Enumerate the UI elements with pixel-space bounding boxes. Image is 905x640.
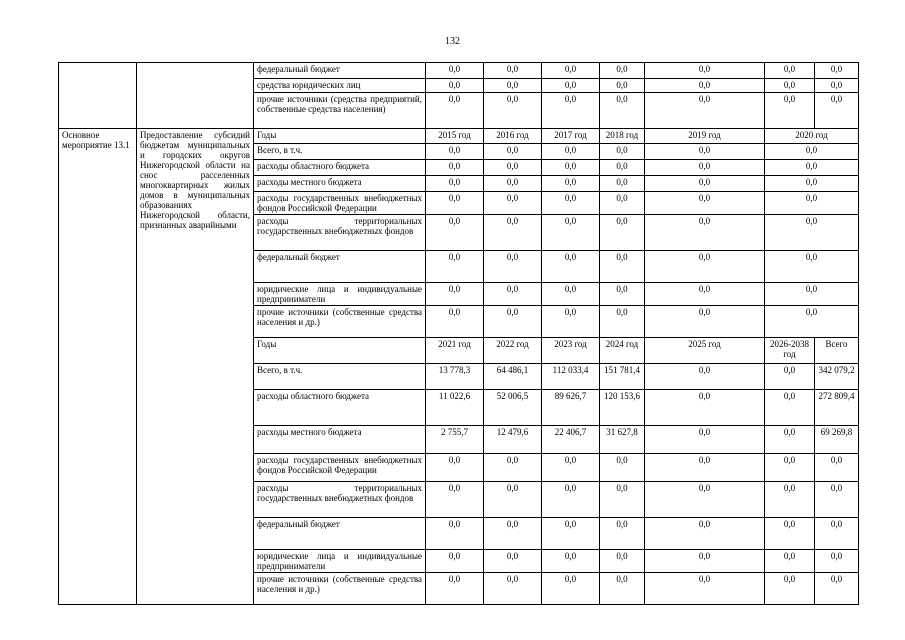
value-cell: 0,0 <box>426 215 484 251</box>
value-cell: 0,0 <box>645 518 765 550</box>
value-cell: 0,0 <box>765 390 815 426</box>
value-cell: 0,0 <box>484 518 542 550</box>
value-cell: 0,0 <box>542 93 600 129</box>
value-cell: 0,0 <box>765 93 815 129</box>
value-cell: 0,0 <box>815 454 859 482</box>
value-cell: 0,0 <box>765 518 815 550</box>
year-header: 2019 год <box>645 129 765 144</box>
activity-code: Основное мероприятие 13.1 <box>59 129 137 605</box>
value-cell: 0,0 <box>484 79 542 93</box>
value-cell: 112 033,4 <box>542 364 600 390</box>
year-header: 2018 год <box>600 129 645 144</box>
years-header-label: Годы <box>254 338 426 364</box>
value-cell: 0,0 <box>600 79 645 93</box>
value-cell: 0,0 <box>815 482 859 518</box>
value-cell: 0,0 <box>426 93 484 129</box>
value-cell: 0,0 <box>645 364 765 390</box>
value-cell: 0,0 <box>426 518 484 550</box>
row-label: юридические лица и индивидуальные предприниматели <box>254 550 426 573</box>
value-cell: 0,0 <box>426 144 484 160</box>
value-cell: 0,0 <box>426 550 484 573</box>
value-cell: 0,0 <box>765 426 815 454</box>
value-cell: 0,0 <box>645 390 765 426</box>
value-cell: 0,0 <box>542 79 600 93</box>
value-cell: 0,0 <box>484 283 542 306</box>
value-cell: 0,0 <box>645 93 765 129</box>
value-cell: 0,0 <box>600 550 645 573</box>
value-cell: 2 755,7 <box>426 426 484 454</box>
value-cell: 0,0 <box>765 364 815 390</box>
value-cell: 151 781,4 <box>600 364 645 390</box>
value-cell: 0,0 <box>484 306 542 338</box>
row-label: расходы территориальных государственных внебюджетных фондов <box>254 215 426 251</box>
value-cell: 0,0 <box>542 550 600 573</box>
year-header: 2015 год <box>426 129 484 144</box>
value-cell: 0,0 <box>426 79 484 93</box>
value-cell: 0,0 <box>765 215 859 251</box>
value-cell: 272 809,4 <box>815 390 859 426</box>
value-cell: 0,0 <box>600 215 645 251</box>
year-header: 2024 год <box>600 338 645 364</box>
year-header: 2021 год <box>426 338 484 364</box>
value-cell: 0,0 <box>645 426 765 454</box>
value-cell: 11 022,6 <box>426 390 484 426</box>
value-cell: 0,0 <box>600 144 645 160</box>
value-cell: 0,0 <box>542 215 600 251</box>
value-cell: 0,0 <box>542 283 600 306</box>
value-cell: 0,0 <box>484 550 542 573</box>
value-cell: 31 627,8 <box>600 426 645 454</box>
year-header: Всего <box>815 338 859 364</box>
value-cell: 0,0 <box>765 176 859 192</box>
row-label: федеральный бюджет <box>254 63 426 79</box>
value-cell: 0,0 <box>542 63 600 79</box>
value-cell: 0,0 <box>542 482 600 518</box>
value-cell: 0,0 <box>426 192 484 215</box>
years-header-label: Годы <box>254 129 426 144</box>
value-cell: 0,0 <box>426 63 484 79</box>
value-cell: 0,0 <box>815 550 859 573</box>
value-cell: 0,0 <box>645 144 765 160</box>
row-label: расходы государственных внебюджетных фондов Российской Федерации <box>254 454 426 482</box>
row-label: расходы государственных внебюджетных фондов Российской Федерации <box>254 192 426 215</box>
value-cell: 0,0 <box>600 176 645 192</box>
value-cell: 0,0 <box>542 518 600 550</box>
value-cell: 0,0 <box>600 251 645 283</box>
row-label: прочие источники (собственные средства населения и др.) <box>254 306 426 338</box>
value-cell: 0,0 <box>600 192 645 215</box>
value-cell: 0,0 <box>484 482 542 518</box>
year-header: 2017 год <box>542 129 600 144</box>
value-cell: 0,0 <box>484 573 542 605</box>
value-cell: 0,0 <box>645 454 765 482</box>
value-cell: 0,0 <box>600 573 645 605</box>
table-body <box>59 63 859 605</box>
value-cell: 0,0 <box>645 79 765 93</box>
value-cell: 0,0 <box>600 160 645 176</box>
value-cell: 0,0 <box>484 176 542 192</box>
value-cell: 0,0 <box>484 93 542 129</box>
row-label: расходы областного бюджета <box>254 390 426 426</box>
value-cell: 0,0 <box>645 573 765 605</box>
row-label: средства юридических лиц <box>254 79 426 93</box>
funding-table <box>58 62 859 605</box>
value-cell: 0,0 <box>645 63 765 79</box>
value-cell: 342 079,2 <box>815 364 859 390</box>
year-header: 2025 год <box>645 338 765 364</box>
value-cell: 0,0 <box>426 454 484 482</box>
value-cell: 0,0 <box>765 306 859 338</box>
value-cell: 22 406,7 <box>542 426 600 454</box>
table-row <box>59 129 859 144</box>
value-cell: 0,0 <box>426 482 484 518</box>
value-cell: 0,0 <box>645 251 765 283</box>
year-header: 2020 год <box>765 129 859 144</box>
value-cell: 0,0 <box>600 482 645 518</box>
value-cell: 0,0 <box>765 160 859 176</box>
value-cell: 0,0 <box>600 518 645 550</box>
value-cell: 0,0 <box>815 93 859 129</box>
value-cell: 0,0 <box>426 573 484 605</box>
row-label: расходы территориальных государственных внебюджетных фондов <box>254 482 426 518</box>
value-cell: 0,0 <box>645 160 765 176</box>
value-cell: 0,0 <box>765 79 815 93</box>
value-cell: 0,0 <box>484 192 542 215</box>
row-label: юридические лица и индивидуальные предприниматели <box>254 283 426 306</box>
activity-description: Предоставление субсидий бюджетам муниципальных и городских округов Нижегородской области на снос расселенных многоквартирных жилых домов в муниципальных образованиях Нижегородской области, признанных аварийными <box>137 129 254 605</box>
value-cell: 0,0 <box>426 306 484 338</box>
page-number: 132 <box>445 36 460 47</box>
value-cell: 0,0 <box>542 573 600 605</box>
row-label: расходы областного бюджета <box>254 160 426 176</box>
value-cell: 0,0 <box>765 144 859 160</box>
year-header: 2023 год <box>542 338 600 364</box>
value-cell: 0,0 <box>645 306 765 338</box>
value-cell: 52 006,5 <box>484 390 542 426</box>
year-header: 2026-2038 год <box>765 338 815 364</box>
empty-description-cell <box>137 63 254 129</box>
value-cell: 0,0 <box>542 454 600 482</box>
value-cell: 0,0 <box>542 306 600 338</box>
value-cell: 0,0 <box>426 283 484 306</box>
value-cell: 0,0 <box>765 482 815 518</box>
value-cell: 0,0 <box>645 215 765 251</box>
value-cell: 0,0 <box>765 550 815 573</box>
value-cell: 0,0 <box>645 176 765 192</box>
year-header: 2016 год <box>484 129 542 144</box>
value-cell: 0,0 <box>645 482 765 518</box>
value-cell: 0,0 <box>815 518 859 550</box>
value-cell: 0,0 <box>484 144 542 160</box>
value-cell: 120 153,6 <box>600 390 645 426</box>
value-cell: 0,0 <box>600 306 645 338</box>
value-cell: 0,0 <box>542 192 600 215</box>
value-cell: 0,0 <box>484 454 542 482</box>
value-cell: 13 778,3 <box>426 364 484 390</box>
value-cell: 0,0 <box>426 160 484 176</box>
value-cell: 0,0 <box>542 160 600 176</box>
value-cell: 69 269,8 <box>815 426 859 454</box>
value-cell: 0,0 <box>484 63 542 79</box>
row-label: прочие источники (собственные средства населения и др.) <box>254 573 426 605</box>
value-cell: 89 626,7 <box>542 390 600 426</box>
value-cell: 0,0 <box>645 550 765 573</box>
value-cell: 0,0 <box>542 144 600 160</box>
value-cell: 0,0 <box>765 283 859 306</box>
table-row <box>59 63 859 79</box>
value-cell: 0,0 <box>600 283 645 306</box>
value-cell: 0,0 <box>426 251 484 283</box>
value-cell: 0,0 <box>600 63 645 79</box>
row-label: Всего, в т.ч. <box>254 144 426 160</box>
year-header: 2022 год <box>484 338 542 364</box>
value-cell: 0,0 <box>484 251 542 283</box>
empty-code-cell <box>59 63 137 129</box>
value-cell: 0,0 <box>484 160 542 176</box>
row-label: федеральный бюджет <box>254 518 426 550</box>
value-cell: 0,0 <box>426 176 484 192</box>
value-cell: 0,0 <box>815 63 859 79</box>
value-cell: 0,0 <box>765 63 815 79</box>
value-cell: 0,0 <box>645 283 765 306</box>
value-cell: 0,0 <box>645 192 765 215</box>
row-label: расходы местного бюджета <box>254 426 426 454</box>
row-label: прочие источники (средства предприятий, собственные средства населения) <box>254 93 426 129</box>
value-cell: 0,0 <box>600 93 645 129</box>
value-cell: 0,0 <box>542 251 600 283</box>
value-cell: 0,0 <box>600 454 645 482</box>
value-cell: 0,0 <box>765 454 815 482</box>
value-cell: 0,0 <box>765 573 815 605</box>
value-cell: 64 486,1 <box>484 364 542 390</box>
value-cell: 0,0 <box>484 215 542 251</box>
value-cell: 0,0 <box>765 192 859 215</box>
value-cell: 0,0 <box>765 251 859 283</box>
row-label: расходы местного бюджета <box>254 176 426 192</box>
value-cell: 12 479,6 <box>484 426 542 454</box>
value-cell: 0,0 <box>815 79 859 93</box>
value-cell: 0,0 <box>815 573 859 605</box>
row-label: федеральный бюджет <box>254 251 426 283</box>
value-cell: 0,0 <box>542 176 600 192</box>
row-label: Всего, в т.ч. <box>254 364 426 390</box>
